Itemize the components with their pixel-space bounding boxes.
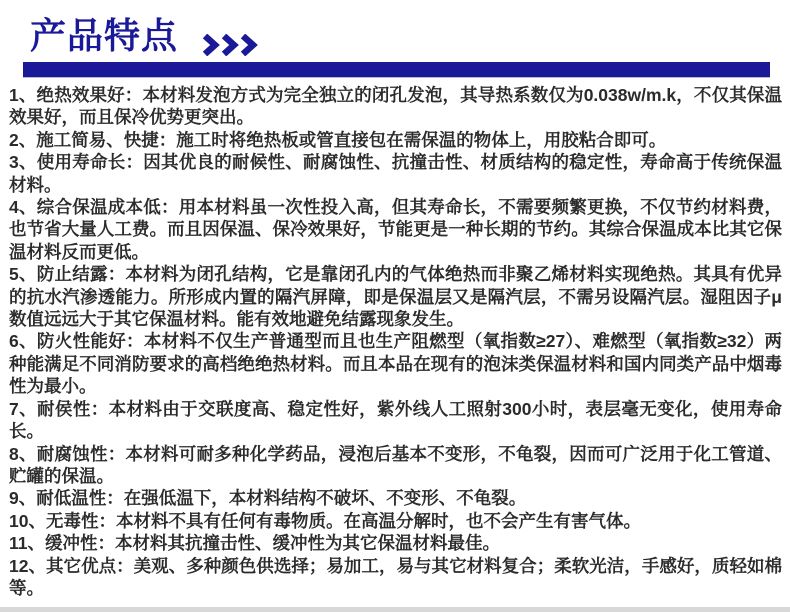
feature-text: 本材料为闭孔结构，它是靠闭孔内的气体绝热而非聚乙烯材料实现绝热。其具有优异的抗水汽渗透能力。所形成内置的隔汽屏障，即是保温层又是隔汽层，不需另设隔汽层。湿阻因子μ数值远远大于其它保温材料。能有效地避免结露现象发生。 [9,264,783,330]
feature-number: 3、 [9,152,37,173]
feature-text: 本材料由于交联度高、稳定性好，紫外线人工照射300小时，表层毫无变化，使用寿命长。 [9,398,783,442]
feature-title: 其它优点： [46,555,134,576]
feature-text: 用本材料虽一次性投入高，但其寿命长，不需要频繁更换，不仅节约材料费，也节省大量人工费。而且因保温、保冷效果好，节能更是一种长期的节约。其综合保温成本比其它保温材料反而更低。 [9,197,783,262]
feature-text: 本材料不具有任何有毒物质。在高温分解时，也不会产生有害气体。 [115,510,641,531]
feature-text: 本材料可耐多种化学药品，浸泡后基本不变形，不龟裂，因而可广泛用于化工管道、贮罐的保温。 [9,443,783,486]
feature-item-5 [9,263,782,330]
feature-item-3 [9,151,782,196]
feature-title: 缓冲性： [45,533,115,554]
triple-chevron-icon [202,34,260,56]
feature-title: 耐侯性： [37,398,109,419]
feature-text: 本材料其抗撞击性、缓冲性为其它保温材料最佳。 [115,533,500,554]
feature-item-1 [9,84,782,129]
feature-item-11 [9,532,782,554]
feature-title: 耐腐蚀性： [36,443,126,464]
feature-item-8 [9,443,782,488]
feature-item-4 [9,196,782,263]
feature-number: 5、 [9,264,37,285]
feature-title: 防火性能好： [36,331,144,352]
feature-number: 12、 [9,555,47,576]
page-title: 产品特点 [30,15,179,56]
feature-number: 10、 [9,510,46,531]
feature-number: 7、 [9,398,38,419]
feature-text: 本材料不仅生产普通型而且也生产阻燃型（氧指数≥27）、难燃型（氧指数≥32）两种能满足不同消防要求的高档绝绝热材料。而且本品在现有的泡沫类保温材料和国内同类产品中烟毒性为最小。 [9,331,783,397]
feature-text: 因其优良的耐候性、耐腐蚀性、抗撞击性、材质结构的稳定性，寿命高于传统保温材料。 [9,152,783,195]
feature-title: 综合保温成本低： [36,197,179,218]
feature-title: 施工简易、快捷： [36,129,177,150]
header-divider-bar [23,62,770,78]
feature-text: 本材料发泡方式为完全独立的闭孔发泡，其导热系数仅为0.038w/m.k，不仅其保温效果好，而且保冷优势更突出。 [9,85,783,128]
feature-number: 9、 [9,488,37,509]
feature-title: 使用寿命长： [36,152,144,173]
feature-item-12 [9,555,782,600]
feature-item-9 [9,487,782,509]
feature-item-7 [9,398,782,443]
feature-title: 耐低温性： [36,488,124,509]
features-list [9,84,782,599]
feature-number: 1、 [9,85,37,105]
feature-title: 绝热效果好： [36,85,143,105]
feature-item-10 [9,510,782,532]
feature-number: 4、 [9,197,37,218]
feature-item-6 [9,330,782,397]
feature-text: 美观、多种颜色供选择；易加工，易与其它材料复合；柔软光洁，手感好，质轻如棉等。 [9,555,783,598]
feature-item-2 [9,129,782,151]
feature-text: 施工时将绝热板或管直接包在需保温的物体上，用胶粘合即可。 [176,129,667,150]
feature-number: 2、 [9,129,37,150]
feature-number: 11、 [9,533,45,554]
feature-title: 无毒性： [45,510,116,531]
feature-number: 8、 [9,443,37,464]
feature-title: 防止结露： [36,264,126,285]
feature-text: 在强低温下，本材料结构不破坏、不变形、不龟裂。 [123,488,527,509]
feature-number: 6、 [9,331,37,352]
bottom-strip [0,607,790,612]
